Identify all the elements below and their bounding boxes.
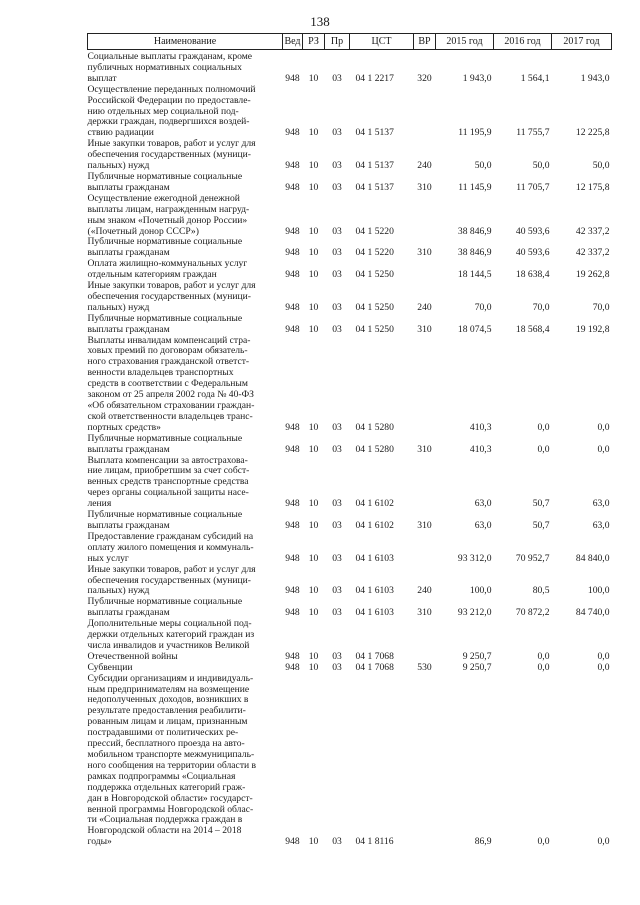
cell-vr: 310: [417, 247, 432, 259]
cell-2015: 18 144,5: [457, 269, 492, 281]
name-line: нию отдельных мер социальной под-: [87, 105, 239, 117]
cell-pr: 03: [332, 160, 342, 172]
cell-cst: 04 1 5220: [355, 247, 394, 259]
cell-name: [88, 281, 283, 314]
cell-2016: 70,0: [532, 301, 550, 313]
cell-2017: 63,0: [592, 498, 610, 510]
name-line: числа инвалидов и участников Великой: [87, 639, 250, 651]
name-line: выплаты гражданам: [87, 443, 170, 455]
name-line: средств в соответствии с Федеральным: [87, 378, 248, 390]
cell-2016: 0,0: [537, 443, 550, 455]
header-ved: Вед: [283, 34, 303, 50]
cell-2017: 0,0: [597, 661, 610, 673]
name-line: выплаты гражданам: [87, 607, 170, 619]
cell-pr: 03: [332, 269, 342, 281]
cell-rz: 10: [308, 225, 319, 237]
cell-2016: 11 755,7: [516, 127, 550, 139]
name-line: ской ответственности владельцев транс-: [87, 410, 253, 422]
cell-ved: 948: [285, 160, 300, 172]
header-cst: ЦСТ: [350, 34, 414, 50]
name-line: выплат: [87, 72, 117, 84]
cell-2015: 410,3: [469, 421, 492, 433]
cell-ved: 948: [285, 443, 300, 455]
name-line: отдельным категориям граждан: [87, 269, 217, 281]
name-line: («Почетный донор СССР»): [87, 225, 199, 237]
cell-name: [88, 237, 283, 259]
cell-2016: 50,7: [532, 519, 550, 531]
cell-vr: [414, 532, 436, 565]
page-number: 138: [310, 14, 330, 29]
cell-name: [88, 259, 283, 281]
name-line: пальных) нужд: [87, 160, 150, 172]
table-row: [88, 50, 612, 85]
cell-2016: 0,0: [537, 650, 550, 662]
name-line: ных услуг: [87, 552, 129, 564]
cell-vr: 240: [417, 160, 432, 172]
cell-2015: 38 846,9: [457, 247, 492, 259]
cell-2016: 50,7: [532, 498, 550, 510]
cell-pr: 03: [332, 443, 342, 455]
cell-2015: 9 250,7: [462, 661, 492, 673]
cell-pr: 03: [332, 585, 342, 597]
cell-rz: 10: [308, 421, 319, 433]
cell-2015: 11 145,9: [458, 181, 492, 193]
table-row: [88, 597, 612, 619]
cell-2016: 18 568,4: [515, 323, 550, 335]
name-line: «Об обязательном страховании граждан-: [87, 400, 255, 411]
cell-cst: 04 1 7068: [355, 650, 394, 662]
cell-cst: 04 1 5137: [355, 160, 394, 172]
cell-pr: 03: [332, 181, 342, 193]
cell-2017: 0,0: [597, 836, 610, 848]
cell-cst: 04 1 2217: [355, 72, 394, 84]
table-row: [88, 510, 612, 532]
cell-ved: 948: [285, 607, 300, 619]
name-line: Публичные нормативные социальные: [87, 432, 243, 444]
name-line: выплаты лицам, награжденным нагруд-: [87, 203, 250, 215]
cell-pr: 03: [332, 607, 342, 619]
cell-rz: 10: [308, 247, 319, 259]
cell-ved: 948: [285, 247, 300, 259]
cell-cst: 04 1 7068: [355, 661, 394, 673]
cell-vr: 240: [417, 585, 432, 597]
cell-name: [88, 85, 283, 140]
cell-2015: 70,0: [474, 301, 492, 313]
cell-rz: 10: [308, 650, 319, 662]
name-line: ствию радиации: [87, 127, 154, 139]
cell-ved: 948: [285, 585, 300, 597]
cell-cst: 04 1 6103: [355, 552, 394, 564]
name-line: Публичные нормативные социальные: [87, 509, 243, 521]
header-2017: 2017 год: [552, 34, 612, 50]
header-rz: РЗ: [303, 34, 325, 50]
budget-table: [87, 33, 612, 848]
cell-2017: 12 175,8: [575, 181, 610, 193]
cell-2017: 50,0: [592, 160, 610, 172]
cell-2017: 84 740,0: [575, 607, 610, 619]
cell-2016: 1 564,1: [520, 72, 550, 84]
name-line: обеспечения государственных (муници-: [87, 574, 252, 586]
cell-vr: [414, 336, 436, 434]
header-name: Наименование: [88, 34, 283, 50]
name-line: пальных) нужд: [87, 585, 150, 597]
name-line: публичных нормативных социальных: [87, 61, 242, 73]
name-line: ние лицам, приобретшим за счет собст-: [87, 465, 250, 477]
name-line: пальных) нужд: [87, 301, 150, 313]
table-row: [88, 532, 612, 565]
cell-2015: 11 195,9: [458, 127, 492, 139]
table-row: [88, 434, 612, 456]
cell-ved: 948: [285, 127, 300, 139]
cell-2016: 18 638,4: [515, 269, 550, 281]
cell-2016: 50,0: [532, 160, 550, 172]
table-row: [88, 237, 612, 259]
cell-cst: 04 1 5137: [355, 181, 394, 193]
name-line: Иные закупки товаров, работ и услуг для: [87, 563, 256, 575]
cell-cst: 04 1 8116: [355, 836, 394, 848]
cell-2016: 40 593,6: [515, 225, 550, 237]
cell-name: [88, 597, 283, 619]
cell-ved: 948: [285, 650, 300, 662]
cell-cst: 04 1 5220: [355, 225, 394, 237]
name-line: Новгородской области на 2014 – 2018: [87, 825, 242, 837]
cell-ved: 948: [285, 72, 300, 84]
table-row: [88, 619, 612, 663]
cell-vr: 310: [417, 607, 432, 619]
cell-cst: 04 1 5250: [355, 269, 394, 281]
cell-pr: 03: [332, 247, 342, 259]
name-line: ного сообщения на территории области в: [87, 759, 257, 771]
table-row: [88, 194, 612, 238]
cell-2016: 70 872,2: [515, 607, 550, 619]
table-row: [88, 565, 612, 598]
cell-rz: 10: [308, 72, 319, 84]
cell-2017: 19 262,8: [575, 269, 610, 281]
cell-rz: 10: [308, 661, 319, 673]
cell-ved: 948: [285, 519, 300, 531]
cell-cst: 04 1 6103: [355, 607, 394, 619]
cell-pr: 03: [332, 225, 342, 237]
name-line: Выплаты инвалидам компенсаций стра-: [87, 334, 251, 346]
name-line: венности владельцев транспортных: [87, 367, 234, 379]
cell-2016: 40 593,6: [515, 247, 550, 259]
cell-2015: 93 312,0: [457, 552, 492, 564]
cell-2016: 0,0: [537, 421, 550, 433]
cell-name: [88, 194, 283, 238]
cell-ved: 948: [285, 181, 300, 193]
name-line: выплаты гражданам: [87, 247, 170, 259]
cell-cst: 04 1 6102: [355, 498, 394, 510]
cell-2017: 0,0: [597, 443, 610, 455]
header-pr: Пр: [325, 34, 350, 50]
cell-cst: 04 1 6102: [355, 519, 394, 531]
header-2015: 2015 год: [436, 34, 494, 50]
cell-2015: 38 846,9: [457, 225, 492, 237]
name-line: выплаты гражданам: [87, 181, 170, 193]
name-line: ным знаком «Почетный донор России»: [87, 214, 248, 226]
cell-name: [88, 336, 283, 434]
cell-ved: 948: [285, 225, 300, 237]
table-row: [88, 259, 612, 281]
cell-2016: 70 952,7: [515, 552, 550, 564]
cell-pr: 03: [332, 323, 342, 335]
name-line: ного страхования гражданской ответст-: [87, 356, 250, 368]
cell-rz: 10: [308, 585, 319, 597]
cell-2017: 0,0: [597, 650, 610, 662]
name-line: держки отдельных категорий граждан из: [87, 629, 255, 641]
cell-2015: 50,0: [474, 160, 492, 172]
table-body: [88, 50, 612, 849]
cell-rz: 10: [308, 181, 319, 193]
name-line: Дополнительные меры социальной под-: [87, 618, 252, 630]
table-row: [88, 456, 612, 511]
cell-pr: 03: [332, 301, 342, 313]
name-line: Публичные нормативные социальные: [87, 312, 243, 324]
cell-vr: 310: [417, 323, 432, 335]
cell-name: [88, 456, 283, 511]
cell-ved: 948: [285, 301, 300, 313]
cell-2017: 63,0: [592, 519, 610, 531]
cell-name: [88, 619, 283, 663]
name-line: Отечественной войны: [87, 650, 178, 662]
table-row: [88, 139, 612, 172]
cell-rz: 10: [308, 519, 319, 531]
name-line: Публичные нормативные социальные: [87, 596, 243, 608]
cell-name: [88, 172, 283, 194]
cell-name: [88, 510, 283, 532]
name-line: Российской Федерации по предоставле-: [87, 94, 251, 106]
name-line: законом от 25 апреля 2002 года № 40-ФЗ: [87, 389, 254, 401]
cell-rz: 10: [308, 160, 319, 172]
cell-rz: 10: [308, 301, 319, 313]
name-line: рованным лицам и лицам, признанным: [87, 716, 248, 728]
cell-ved: 948: [285, 836, 300, 848]
name-line: обеспечения государственных (муници-: [87, 149, 252, 161]
cell-name: [88, 434, 283, 456]
cell-name: [88, 674, 283, 849]
cell-2016: 11 705,7: [516, 181, 550, 193]
cell-2015: 1 943,0: [462, 72, 492, 84]
cell-rz: 10: [308, 552, 319, 564]
cell-pr: 03: [332, 421, 342, 433]
name-line: Иные закупки товаров, работ и услуг для: [87, 280, 256, 292]
name-line: венных средств транспортные средства: [87, 476, 249, 488]
header-2016: 2016 год: [494, 34, 552, 50]
cell-rz: 10: [308, 498, 319, 510]
cell-ved: 948: [285, 498, 300, 510]
cell-vr: [414, 194, 436, 238]
cell-2017: 19 192,8: [575, 323, 610, 335]
cell-pr: 03: [332, 661, 342, 673]
name-line: пострадавшими от политических ре-: [87, 727, 239, 739]
name-line: рамках подпрограммы «Социальная: [87, 770, 236, 782]
cell-2015: 63,0: [474, 519, 492, 531]
name-line: через органы социальной защиты насе-: [87, 487, 249, 499]
table-row: [88, 336, 612, 434]
cell-name: [88, 532, 283, 565]
cell-ved: 948: [285, 323, 300, 335]
name-line: дан в Новгородской области» государст-: [87, 792, 253, 804]
cell-cst: 04 1 5250: [355, 323, 394, 335]
cell-rz: 10: [308, 269, 319, 281]
name-line: портных средств»: [87, 421, 161, 433]
cell-2015: 63,0: [474, 498, 492, 510]
name-line: прессий, бесплатного проезда на авто-: [87, 738, 245, 750]
cell-rz: 10: [308, 323, 319, 335]
name-line: поддержка отдельных категорий граж-: [87, 781, 246, 793]
cell-pr: 03: [332, 72, 342, 84]
cell-2017: 42 337,2: [575, 225, 610, 237]
name-line: обеспечения государственных (муници-: [87, 290, 252, 302]
cell-2015: 9 250,7: [462, 650, 492, 662]
cell-rz: 10: [308, 443, 319, 455]
name-line: Субсидии организациям и индивидуаль-: [87, 672, 254, 684]
cell-vr: 320: [417, 72, 432, 84]
cell-vr: 310: [417, 443, 432, 455]
cell-vr: [414, 259, 436, 281]
name-line: результате предоставления реабилити-: [87, 705, 246, 717]
name-line: Предоставление гражданам субсидий на: [87, 530, 254, 542]
cell-pr: 03: [332, 519, 342, 531]
cell-cst: 04 1 5280: [355, 421, 394, 433]
cell-vr: 310: [417, 181, 432, 193]
name-line: Выплата компенсации за автострахова-: [87, 454, 248, 466]
cell-2016: 0,0: [537, 661, 550, 673]
name-line: ления: [87, 498, 112, 510]
cell-name: [88, 50, 283, 85]
cell-2017: 84 840,0: [575, 552, 610, 564]
name-line: выплаты гражданам: [87, 323, 170, 335]
name-line: венной программы Новгородской облас-: [87, 803, 254, 815]
name-line: недополученных доходов, возникших в: [87, 694, 249, 706]
table-row: [88, 172, 612, 194]
cell-pr: 03: [332, 127, 342, 139]
cell-cst: 04 1 6103: [355, 585, 394, 597]
cell-cst: 04 1 5280: [355, 443, 394, 455]
cell-2017: 0,0: [597, 421, 610, 433]
cell-vr: 310: [417, 519, 432, 531]
cell-vr: [414, 619, 436, 663]
name-line: Публичные нормативные социальные: [87, 170, 243, 182]
cell-pr: 03: [332, 498, 342, 510]
cell-name: [88, 139, 283, 172]
cell-vr: [414, 85, 436, 140]
cell-name: [88, 565, 283, 598]
name-line: Публичные нормативные социальные: [87, 236, 243, 248]
table-row: [88, 674, 612, 849]
name-line: ховых премий по договорам обязатель-: [87, 345, 248, 357]
name-line: мобильном транспорте межмуниципаль-: [87, 749, 255, 760]
cell-pr: 03: [332, 650, 342, 662]
cell-rz: 10: [308, 607, 319, 619]
cell-rz: 10: [308, 127, 319, 139]
cell-cst: 04 1 5137: [355, 127, 394, 139]
cell-vr: [414, 674, 436, 849]
cell-2015: 100,0: [469, 585, 492, 597]
cell-vr: 240: [417, 301, 432, 313]
cell-2017: 1 943,0: [580, 72, 610, 84]
cell-2015: 18 074,5: [457, 323, 492, 335]
header-vr: ВР: [414, 34, 436, 50]
table-header-row: [88, 34, 612, 50]
name-line: выплаты гражданам: [87, 519, 170, 531]
cell-2017: 12 225,8: [575, 127, 610, 139]
cell-2016: 80,5: [532, 585, 550, 597]
cell-rz: 10: [308, 836, 319, 848]
name-line: ным предпринимателям на возмещение: [87, 683, 250, 695]
cell-2017: 100,0: [587, 585, 610, 597]
cell-ved: 948: [285, 421, 300, 433]
name-line: Социальные выплаты гражданам, кроме: [87, 51, 253, 62]
name-line: годы»: [87, 836, 112, 848]
cell-2016: 0,0: [537, 836, 550, 848]
cell-2015: 86,9: [474, 836, 492, 848]
cell-vr: 530: [417, 661, 432, 673]
name-line: Оплата жилищно-коммунальных услуг: [87, 258, 248, 270]
cell-2017: 42 337,2: [575, 247, 610, 259]
name-line: держки граждан, подвергшихся воздей-: [87, 116, 250, 128]
cell-2015: 93 212,0: [457, 607, 492, 619]
name-line: Осуществление ежегодной денежной: [87, 192, 240, 204]
cell-name: [88, 314, 283, 336]
name-line: оплату жилого помещения и коммуналь-: [87, 541, 254, 553]
name-line: Субвенции: [87, 661, 133, 673]
cell-2015: 410,3: [469, 443, 492, 455]
name-line: ти «Социальная поддержка граждан в: [87, 814, 243, 826]
cell-ved: 948: [285, 552, 300, 564]
cell-cst: 04 1 5250: [355, 301, 394, 313]
name-line: Иные закупки товаров, работ и услуг для: [87, 138, 256, 150]
cell-vr: [414, 456, 436, 511]
cell-pr: 03: [332, 552, 342, 564]
table-row: [88, 281, 612, 314]
cell-pr: 03: [332, 836, 342, 848]
cell-ved: 948: [285, 269, 300, 281]
cell-2017: 70,0: [592, 301, 610, 313]
table-row: [88, 85, 612, 140]
table-row: [88, 314, 612, 336]
cell-ved: 948: [285, 661, 300, 673]
name-line: Осуществление переданных полномочий: [87, 83, 256, 95]
